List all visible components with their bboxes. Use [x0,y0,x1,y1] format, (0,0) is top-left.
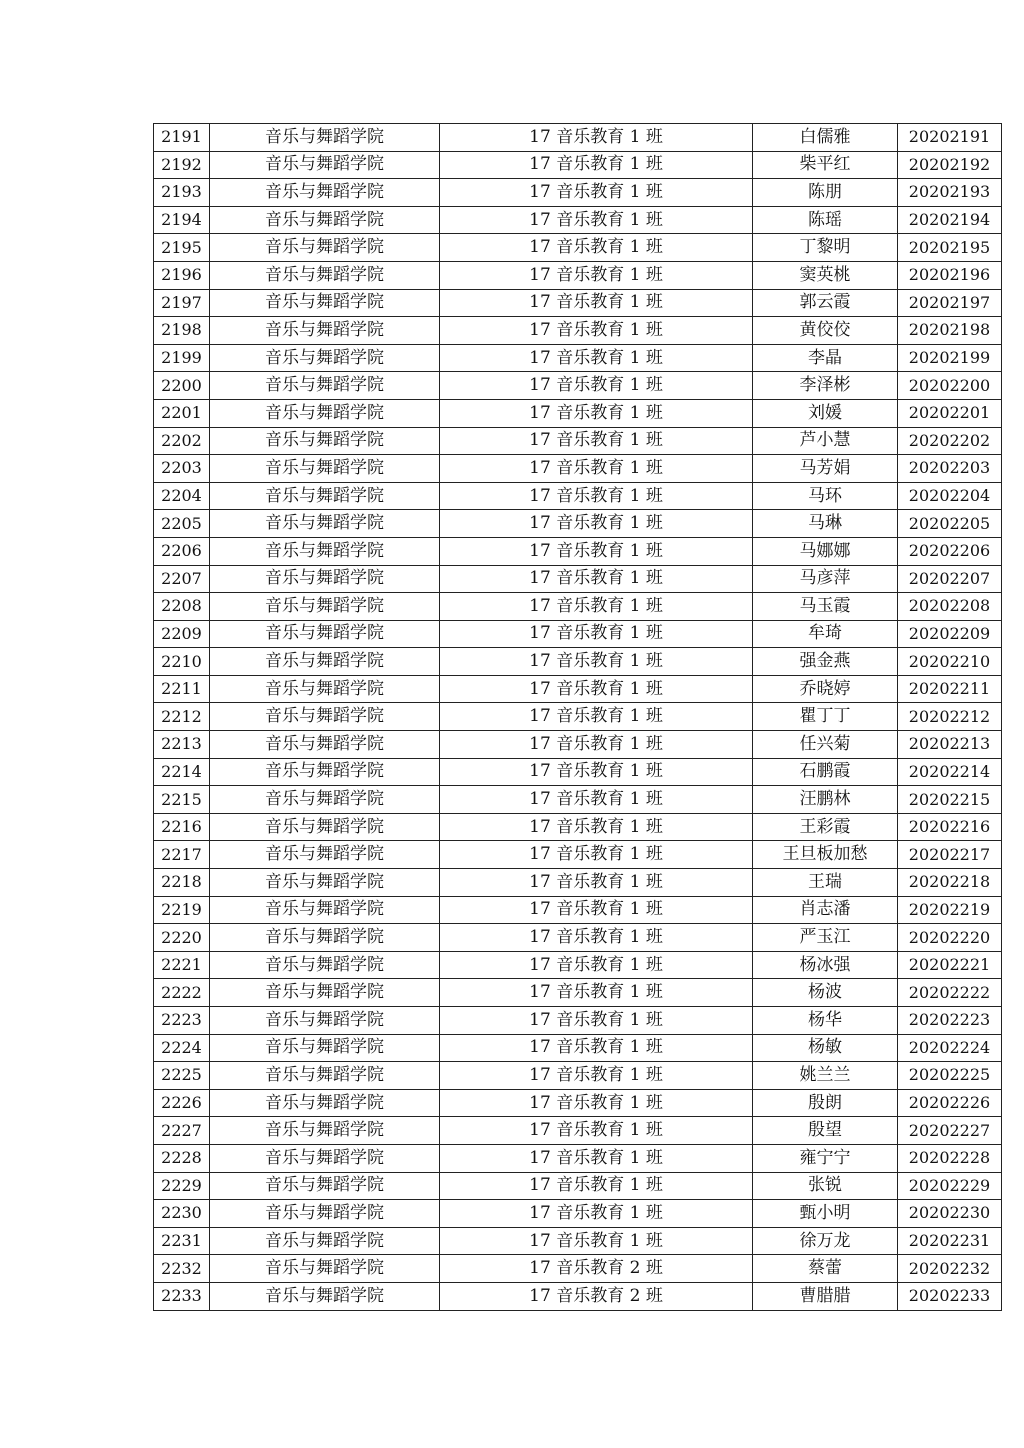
row-number-cell: 2225 [154,1062,210,1090]
class-cell: 17 音乐教育 2 班 [440,1282,753,1310]
student-id-cell: 20202225 [898,1062,1002,1090]
student-id-cell: 20202232 [898,1255,1002,1283]
table-row [154,124,1002,152]
student-id-cell: 20202210 [898,648,1002,676]
class-cell: 17 音乐教育 1 班 [440,427,753,455]
table-row [154,179,1002,207]
college-cell: 音乐与舞蹈学院 [210,317,440,345]
table-row [154,593,1002,621]
student-id-cell: 20202203 [898,455,1002,483]
class-cell: 17 音乐教育 1 班 [440,537,753,565]
table-row [154,1282,1002,1310]
student-name-cell: 瞿丁丁 [753,703,898,731]
student-id-cell: 20202192 [898,151,1002,179]
student-name-cell: 马环 [753,482,898,510]
student-id-cell: 20202222 [898,979,1002,1007]
class-cell: 17 音乐教育 1 班 [440,1227,753,1255]
student-id-cell: 20202200 [898,372,1002,400]
college-cell: 音乐与舞蹈学院 [210,1117,440,1145]
row-number-cell: 2231 [154,1227,210,1255]
table-row [154,1255,1002,1283]
table-row [154,372,1002,400]
table-row [154,537,1002,565]
table-row [154,813,1002,841]
student-name-cell: 甄小明 [753,1200,898,1228]
college-cell: 音乐与舞蹈学院 [210,399,440,427]
row-number-cell: 2205 [154,510,210,538]
college-cell: 音乐与舞蹈学院 [210,1282,440,1310]
table-row [154,261,1002,289]
class-cell: 17 音乐教育 2 班 [440,1255,753,1283]
student-name-cell: 刘媛 [753,399,898,427]
class-cell: 17 音乐教育 1 班 [440,620,753,648]
class-cell: 17 音乐教育 1 班 [440,813,753,841]
class-cell: 17 音乐教育 1 班 [440,593,753,621]
student-name-cell: 徐万龙 [753,1227,898,1255]
table-row [154,455,1002,483]
class-cell: 17 音乐教育 1 班 [440,869,753,897]
student-id-cell: 20202195 [898,234,1002,262]
student-id-cell: 20202211 [898,675,1002,703]
row-number-cell: 2220 [154,924,210,952]
row-number-cell: 2219 [154,896,210,924]
row-number-cell: 2232 [154,1255,210,1283]
student-name-cell: 乔晓婷 [753,675,898,703]
table-row [154,1007,1002,1035]
class-cell: 17 音乐教育 1 班 [440,206,753,234]
table-row [154,1034,1002,1062]
college-cell: 音乐与舞蹈学院 [210,813,440,841]
row-number-cell: 2200 [154,372,210,400]
student-id-cell: 20202199 [898,344,1002,372]
college-cell: 音乐与舞蹈学院 [210,1062,440,1090]
college-cell: 音乐与舞蹈学院 [210,1200,440,1228]
class-cell: 17 音乐教育 1 班 [440,1200,753,1228]
class-cell: 17 音乐教育 1 班 [440,399,753,427]
row-number-cell: 2224 [154,1034,210,1062]
student-name-cell: 张锐 [753,1172,898,1200]
student-name-cell: 雍宁宁 [753,1144,898,1172]
class-cell: 17 音乐教育 1 班 [440,344,753,372]
student-id-cell: 20202221 [898,951,1002,979]
student-id-cell: 20202213 [898,731,1002,759]
table-row [154,896,1002,924]
table-row [154,1144,1002,1172]
student-id-cell: 20202207 [898,565,1002,593]
student-name-cell: 郭云霞 [753,289,898,317]
class-cell: 17 音乐教育 1 班 [440,482,753,510]
class-cell: 17 音乐教育 1 班 [440,786,753,814]
college-cell: 音乐与舞蹈学院 [210,1007,440,1035]
student-id-cell: 20202233 [898,1282,1002,1310]
college-cell: 音乐与舞蹈学院 [210,951,440,979]
student-name-cell: 马琳 [753,510,898,538]
row-number-cell: 2203 [154,455,210,483]
class-cell: 17 音乐教育 1 班 [440,289,753,317]
table-row [154,206,1002,234]
college-cell: 音乐与舞蹈学院 [210,786,440,814]
class-cell: 17 音乐教育 1 班 [440,124,753,152]
table-row [154,427,1002,455]
class-cell: 17 音乐教育 1 班 [440,261,753,289]
row-number-cell: 2208 [154,593,210,621]
class-cell: 17 音乐教育 1 班 [440,924,753,952]
student-id-cell: 20202206 [898,537,1002,565]
table-row [154,510,1002,538]
table-row [154,951,1002,979]
college-cell: 音乐与舞蹈学院 [210,1255,440,1283]
student-name-cell: 任兴菊 [753,731,898,759]
row-number-cell: 2233 [154,1282,210,1310]
student-id-cell: 20202201 [898,399,1002,427]
class-cell: 17 音乐教育 1 班 [440,841,753,869]
college-cell: 音乐与舞蹈学院 [210,482,440,510]
student-id-cell: 20202208 [898,593,1002,621]
college-cell: 音乐与舞蹈学院 [210,896,440,924]
row-number-cell: 2204 [154,482,210,510]
student-id-cell: 20202198 [898,317,1002,345]
class-cell: 17 音乐教育 1 班 [440,1034,753,1062]
class-cell: 17 音乐教育 1 班 [440,758,753,786]
table-row [154,841,1002,869]
class-cell: 17 音乐教育 1 班 [440,179,753,207]
student-name-cell: 马芳娟 [753,455,898,483]
student-id-cell: 20202229 [898,1172,1002,1200]
student-name-cell: 陈朋 [753,179,898,207]
row-number-cell: 2211 [154,675,210,703]
table-row [154,648,1002,676]
row-number-cell: 2217 [154,841,210,869]
college-cell: 音乐与舞蹈学院 [210,979,440,1007]
row-number-cell: 2201 [154,399,210,427]
table-body [154,124,1002,1311]
row-number-cell: 2222 [154,979,210,1007]
student-name-cell: 蔡蕾 [753,1255,898,1283]
student-name-cell: 肖志潘 [753,896,898,924]
class-cell: 17 音乐教育 1 班 [440,1117,753,1145]
class-cell: 17 音乐教育 1 班 [440,1144,753,1172]
table-row [154,620,1002,648]
student-name-cell: 殷朗 [753,1089,898,1117]
row-number-cell: 2193 [154,179,210,207]
student-id-cell: 20202194 [898,206,1002,234]
student-id-cell: 20202228 [898,1144,1002,1172]
student-name-cell: 严玉江 [753,924,898,952]
college-cell: 音乐与舞蹈学院 [210,675,440,703]
table-row [154,786,1002,814]
row-number-cell: 2226 [154,1089,210,1117]
college-cell: 音乐与舞蹈学院 [210,261,440,289]
row-number-cell: 2228 [154,1144,210,1172]
student-name-cell: 丁黎明 [753,234,898,262]
class-cell: 17 音乐教育 1 班 [440,1007,753,1035]
student-name-cell: 牟琦 [753,620,898,648]
student-name-cell: 白儒雅 [753,124,898,152]
college-cell: 音乐与舞蹈学院 [210,593,440,621]
college-cell: 音乐与舞蹈学院 [210,455,440,483]
table-row [154,344,1002,372]
student-id-cell: 20202223 [898,1007,1002,1035]
student-id-cell: 20202227 [898,1117,1002,1145]
college-cell: 音乐与舞蹈学院 [210,124,440,152]
row-number-cell: 2202 [154,427,210,455]
college-cell: 音乐与舞蹈学院 [210,731,440,759]
college-cell: 音乐与舞蹈学院 [210,841,440,869]
student-id-cell: 20202197 [898,289,1002,317]
table-row [154,924,1002,952]
student-id-cell: 20202219 [898,896,1002,924]
college-cell: 音乐与舞蹈学院 [210,1034,440,1062]
row-number-cell: 2209 [154,620,210,648]
college-cell: 音乐与舞蹈学院 [210,537,440,565]
row-number-cell: 2197 [154,289,210,317]
college-cell: 音乐与舞蹈学院 [210,372,440,400]
college-cell: 音乐与舞蹈学院 [210,869,440,897]
college-cell: 音乐与舞蹈学院 [210,1144,440,1172]
student-name-cell: 杨波 [753,979,898,1007]
class-cell: 17 音乐教育 1 班 [440,1062,753,1090]
student-id-cell: 20202224 [898,1034,1002,1062]
college-cell: 音乐与舞蹈学院 [210,179,440,207]
table-row [154,758,1002,786]
student-id-cell: 20202209 [898,620,1002,648]
table-row [154,1117,1002,1145]
student-name-cell: 强金燕 [753,648,898,676]
table-row [154,1200,1002,1228]
table-row [154,234,1002,262]
college-cell: 音乐与舞蹈学院 [210,206,440,234]
row-number-cell: 2196 [154,261,210,289]
student-name-cell: 杨冰强 [753,951,898,979]
class-cell: 17 音乐教育 1 班 [440,731,753,759]
row-number-cell: 2195 [154,234,210,262]
college-cell: 音乐与舞蹈学院 [210,234,440,262]
student-name-cell: 曹腊腊 [753,1282,898,1310]
student-id-cell: 20202217 [898,841,1002,869]
class-cell: 17 音乐教育 1 班 [440,565,753,593]
table-row [154,675,1002,703]
student-name-cell: 王彩霞 [753,813,898,841]
student-name-cell: 李泽彬 [753,372,898,400]
class-cell: 17 音乐教育 1 班 [440,675,753,703]
student-name-cell: 王瑞 [753,869,898,897]
student-name-cell: 马娜娜 [753,537,898,565]
class-cell: 17 音乐教育 1 班 [440,234,753,262]
college-cell: 音乐与舞蹈学院 [210,648,440,676]
table-row [154,1062,1002,1090]
table-row [154,869,1002,897]
college-cell: 音乐与舞蹈学院 [210,703,440,731]
student-id-cell: 20202212 [898,703,1002,731]
table-row [154,1089,1002,1117]
table-row [154,1227,1002,1255]
student-id-cell: 20202231 [898,1227,1002,1255]
student-id-cell: 20202196 [898,261,1002,289]
row-number-cell: 2210 [154,648,210,676]
row-number-cell: 2230 [154,1200,210,1228]
row-number-cell: 2194 [154,206,210,234]
class-cell: 17 音乐教育 1 班 [440,317,753,345]
class-cell: 17 音乐教育 1 班 [440,1089,753,1117]
class-cell: 17 音乐教育 1 班 [440,703,753,731]
student-name-cell: 芦小慧 [753,427,898,455]
student-roster-table [153,123,1002,1311]
table-row [154,979,1002,1007]
college-cell: 音乐与舞蹈学院 [210,1089,440,1117]
student-id-cell: 20202216 [898,813,1002,841]
student-id-cell: 20202218 [898,869,1002,897]
college-cell: 音乐与舞蹈学院 [210,620,440,648]
row-number-cell: 2191 [154,124,210,152]
student-id-cell: 20202226 [898,1089,1002,1117]
student-name-cell: 姚兰兰 [753,1062,898,1090]
student-id-cell: 20202215 [898,786,1002,814]
table-row [154,565,1002,593]
class-cell: 17 音乐教育 1 班 [440,648,753,676]
table-row [154,317,1002,345]
student-id-cell: 20202204 [898,482,1002,510]
college-cell: 音乐与舞蹈学院 [210,510,440,538]
table-row [154,731,1002,759]
class-cell: 17 音乐教育 1 班 [440,979,753,1007]
college-cell: 音乐与舞蹈学院 [210,427,440,455]
student-name-cell: 李晶 [753,344,898,372]
student-name-cell: 杨华 [753,1007,898,1035]
table-row [154,289,1002,317]
college-cell: 音乐与舞蹈学院 [210,1227,440,1255]
student-id-cell: 20202193 [898,179,1002,207]
student-name-cell: 殷望 [753,1117,898,1145]
class-cell: 17 音乐教育 1 班 [440,896,753,924]
row-number-cell: 2199 [154,344,210,372]
row-number-cell: 2206 [154,537,210,565]
student-name-cell: 石鹏霞 [753,758,898,786]
row-number-cell: 2207 [154,565,210,593]
row-number-cell: 2218 [154,869,210,897]
student-name-cell: 陈瑶 [753,206,898,234]
class-cell: 17 音乐教育 1 班 [440,510,753,538]
student-name-cell: 马玉霞 [753,593,898,621]
student-id-cell: 20202205 [898,510,1002,538]
class-cell: 17 音乐教育 1 班 [440,455,753,483]
college-cell: 音乐与舞蹈学院 [210,565,440,593]
student-name-cell: 窦英桃 [753,261,898,289]
class-cell: 17 音乐教育 1 班 [440,1172,753,1200]
student-id-cell: 20202191 [898,124,1002,152]
row-number-cell: 2229 [154,1172,210,1200]
row-number-cell: 2212 [154,703,210,731]
table-row [154,399,1002,427]
row-number-cell: 2213 [154,731,210,759]
row-number-cell: 2215 [154,786,210,814]
table-row [154,482,1002,510]
college-cell: 音乐与舞蹈学院 [210,758,440,786]
row-number-cell: 2198 [154,317,210,345]
class-cell: 17 音乐教育 1 班 [440,151,753,179]
student-name-cell: 汪鹏林 [753,786,898,814]
class-cell: 17 音乐教育 1 班 [440,951,753,979]
college-cell: 音乐与舞蹈学院 [210,289,440,317]
table-row [154,703,1002,731]
row-number-cell: 2216 [154,813,210,841]
student-id-cell: 20202230 [898,1200,1002,1228]
row-number-cell: 2192 [154,151,210,179]
class-cell: 17 音乐教育 1 班 [440,372,753,400]
college-cell: 音乐与舞蹈学院 [210,344,440,372]
student-name-cell: 杨敏 [753,1034,898,1062]
student-name-cell: 柴平红 [753,151,898,179]
table-row [154,151,1002,179]
row-number-cell: 2221 [154,951,210,979]
student-name-cell: 王旦板加愁 [753,841,898,869]
student-id-cell: 20202220 [898,924,1002,952]
college-cell: 音乐与舞蹈学院 [210,924,440,952]
row-number-cell: 2214 [154,758,210,786]
table-row [154,1172,1002,1200]
row-number-cell: 2227 [154,1117,210,1145]
row-number-cell: 2223 [154,1007,210,1035]
student-name-cell: 黄佼佼 [753,317,898,345]
college-cell: 音乐与舞蹈学院 [210,151,440,179]
student-name-cell: 马彦萍 [753,565,898,593]
student-id-cell: 20202214 [898,758,1002,786]
student-id-cell: 20202202 [898,427,1002,455]
college-cell: 音乐与舞蹈学院 [210,1172,440,1200]
